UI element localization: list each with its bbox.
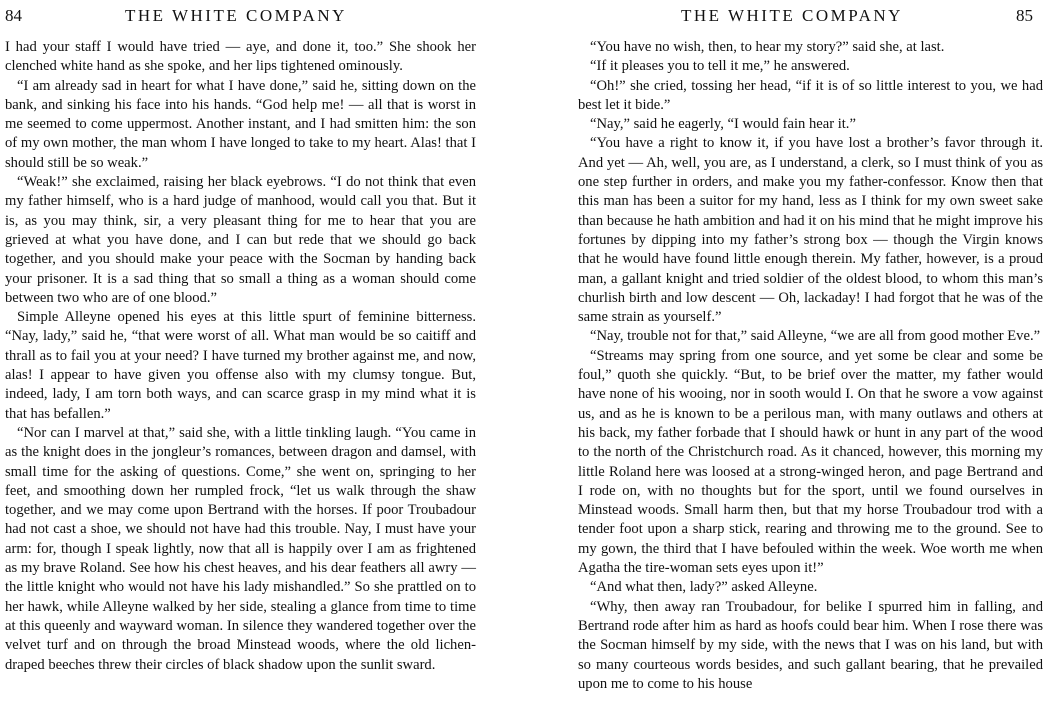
paragraph: “I am already sad in heart for what I have done,” said he, sitting down on the bank, and sinking his face into his hands. “God help me! — all that is worst in me seemed to come uppermost. Another instant, and I had smitten him: the son of my own mother, the man whom I have longed to take to my heart. Alas! that I should still be so weak.” bbox=[5, 77, 476, 171]
page-body bbox=[5, 38, 476, 675]
page-number: 85 bbox=[1016, 6, 1033, 25]
paragraph: “Oh!” she cried, tossing her head, “if it is of so little interest to you, we had best let it bide.” bbox=[578, 77, 1043, 113]
right-page bbox=[530, 0, 1061, 713]
page-body bbox=[578, 38, 1043, 694]
paragraph: “If it pleases you to tell it me,” he answered. bbox=[590, 58, 850, 75]
paragraph: “And what then, lady?” asked Alleyne. bbox=[590, 579, 818, 596]
paragraph: “Weak!” she exclaimed, raising her black eyebrows. “I do not think that even my father himself, who is a hard judge of manhood, would call you that. But it is, as you may think, sir, a very pleasant thing for me to hear that you are grieved at what you have done, and I can but rede that we should go back together, and you should make your peace with the Socman by handing back your prisoner. It is a sad thing that so small a thing as a woman should come between two who are of one blood.” bbox=[5, 174, 476, 306]
paragraph: “Nor can I marvel at that,” said she, with a little tinkling laugh. “You came in as the knight does in the jongleur’s romances, between dragon and damsel, with small time for the asking of questions. Come,” she went on, springing to her feet, and smoothing down her rumpled frock, “let us walk through the shaw together, and we may come upon Bertrand with the horses. If poor Troubadour had not cast a shoe, we should not have had this trouble. Nay, I must have your arm: for, though I speak lightly, now that all is happily over I am as frightened as my brave Roland. See how his chest heaves, and his dear feathers all awry — the little knight who would not have his lady mishandled.” So she prattled on to her hawk, while Alleyne walked by her side, stealing a glance from time to time at this queenly and wayward woman. In silence they wandered together over the velvet turf and on through the broad Minstead woods, where the old lichen-draped beeches threw their circles of black shadow upon the sunlit sward. bbox=[5, 424, 476, 673]
running-head: THE WHITE COMPANY bbox=[681, 6, 903, 25]
paragraph: “You have no wish, then, to hear my story?” said she, at last. bbox=[590, 39, 945, 55]
paragraph: “Why, then away ran Troubadour, for belike I spurred him in falling, and Bertrand rode after him as hard as hoofs could bear him. When I rose there was the Socman himself by my side, with the news that I was on his land, but with so many courteous words besides, and such gallant bearing, that he prevailed upon me to come to his house bbox=[578, 598, 1043, 692]
left-page bbox=[0, 0, 530, 713]
page-number: 84 bbox=[5, 6, 22, 25]
paragraph: I had your staff I would have tried — aye, and done it, too.” She shook her clenched white hand as she spoke, and her lips tightened ominously. bbox=[5, 39, 476, 75]
paragraph: “Nay, trouble not for that,” said Alleyne, “we are all from good mother Eve.” bbox=[590, 328, 1041, 345]
paragraph: “You have a right to know it, if you have lost a brother’s favor through it. And yet — Ah, well, you are, as I understand, a clerk, so I must think of you as one step further in orders, and make you my father-confessor. Know then that this man has been a suitor for my hand, less as I think for my own sweet sake than because he hath ambition and had it on his mind that he might improve his fortunes by dipping into my father’s strong box — though the Virgin knows that he would have found little enough therein. My father, however, is a proud man, a gallant knight and tried soldier of the oldest blood, to whom this man’s churlish birth and low descent — Oh, lackaday! I had forgot that he was of the same strain as yourself.” bbox=[578, 135, 1043, 326]
paragraph: “Streams may spring from one source, and yet some be clear and some be foul,” quoth she quickly. “But, to be brief over the matter, my father would have none of his wooing, nor in sooth would I. On that he swore a vow against us, and as he is known to be a perilous man, with many outlaws and others at his back, my father forbade that I should hawk or hunt in any part of the wood to the north of the Christchurch road. As it chanced, however, this morning my little Roland here was loosed at a strong-winged heron, and page Bertrand and I rode on, with no thoughts but for the sport, until we found ourselves in Minstead woods. Small harm then, but that my horse Troubadour trod with a tender foot upon a sharp stick, rearing and throwing me to the ground. See to my gown, the third that I have befouled within the week. Woe worth me when Agatha the tire-woman sets eyes upon it!” bbox=[578, 347, 1043, 577]
running-head: THE WHITE COMPANY bbox=[125, 6, 347, 25]
paragraph: “Nay,” said he eagerly, “I would fain hear it.” bbox=[590, 116, 856, 133]
paragraph: Simple Alleyne opened his eyes at this little spurt of feminine bitterness. “Nay, lady,” said he, “that were worst of all. What man would be so caitiff and thrall as to fail you at your need? I have turned my brother against me, and now, alas! I appear to have given you offense also with my clumsy tongue. But, indeed, lady, I am torn both ways, and can scarce grasp in my mind what it is that has befallen.” bbox=[5, 309, 476, 422]
